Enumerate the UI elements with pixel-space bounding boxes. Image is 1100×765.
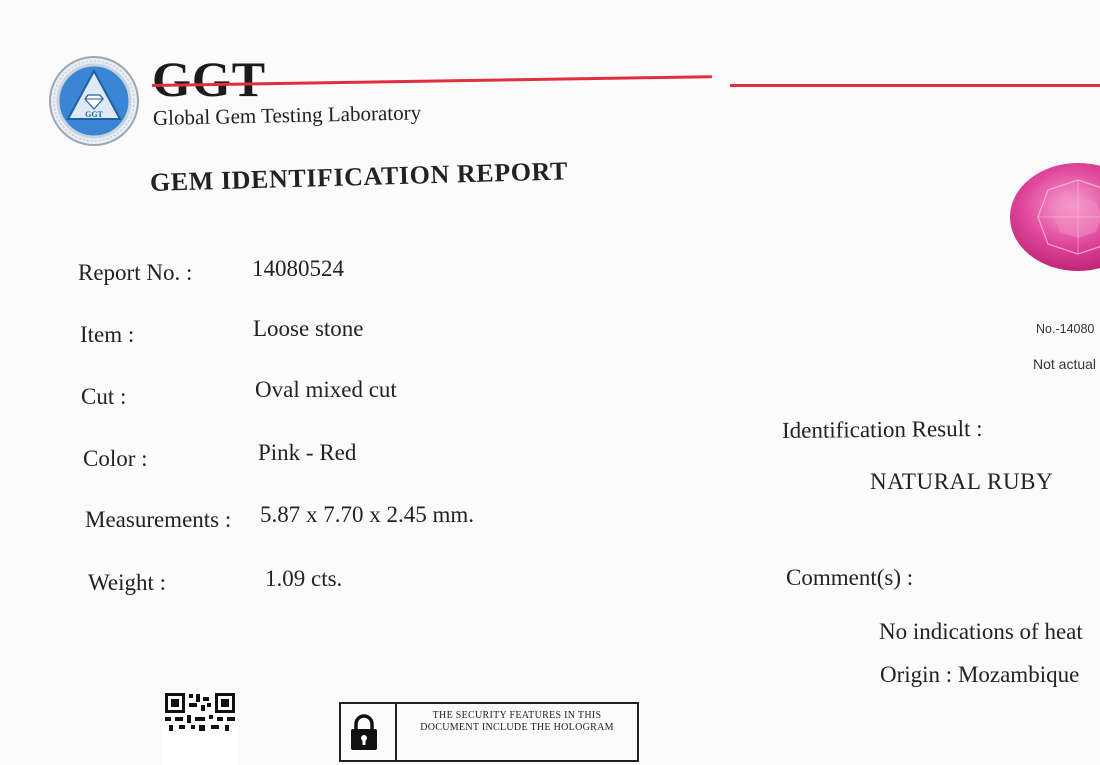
report-title: GEM IDENTIFICATION REPORT [149,156,569,197]
security-notice-text: THE SECURITY FEATURES IN THIS DOCUMENT INCLUDE THE HOLOGRAM [420,710,614,733]
identification-result-label: Identification Result : [781,415,983,443]
gem-photo-note: Not actual [1033,356,1097,372]
field-value: Pink - Red [258,440,357,465]
field-value: 5.87 x 7.70 x 2.45 mm. [260,502,475,527]
brand-wordmark: GGT [152,51,267,107]
field-label: Measurements : [85,507,232,532]
identification-result-value: NATURAL RUBY [870,469,1054,494]
field-value: 14080524 [252,256,344,281]
lab-name: Global Gem Testing Laboratory [152,100,422,130]
gem-photo-number: No.-14080 [1036,322,1095,336]
header-divider-right [730,84,1100,87]
field-label: Cut : [81,384,127,409]
security-notice-box [339,702,639,762]
lock-icon [347,712,381,752]
field-label: Color : [83,446,148,471]
qr-code [163,691,237,765]
security-divider [395,704,397,760]
comment-line: Origin : Mozambique [880,662,1080,687]
field-value: 1.09 cts. [265,566,343,591]
field-label: Item : [80,322,135,347]
comments-label: Comment(s) : [786,565,914,590]
gem-photo [1008,162,1100,272]
field-label: Weight : [88,570,166,595]
field-label: Report No. : [78,260,193,285]
svg-text:GGT: GGT [85,110,103,119]
comment-line: No indications of heat [879,619,1083,644]
field-value: Loose stone [253,316,364,341]
field-value: Oval mixed cut [255,377,397,402]
ggt-seal-logo [48,55,140,147]
